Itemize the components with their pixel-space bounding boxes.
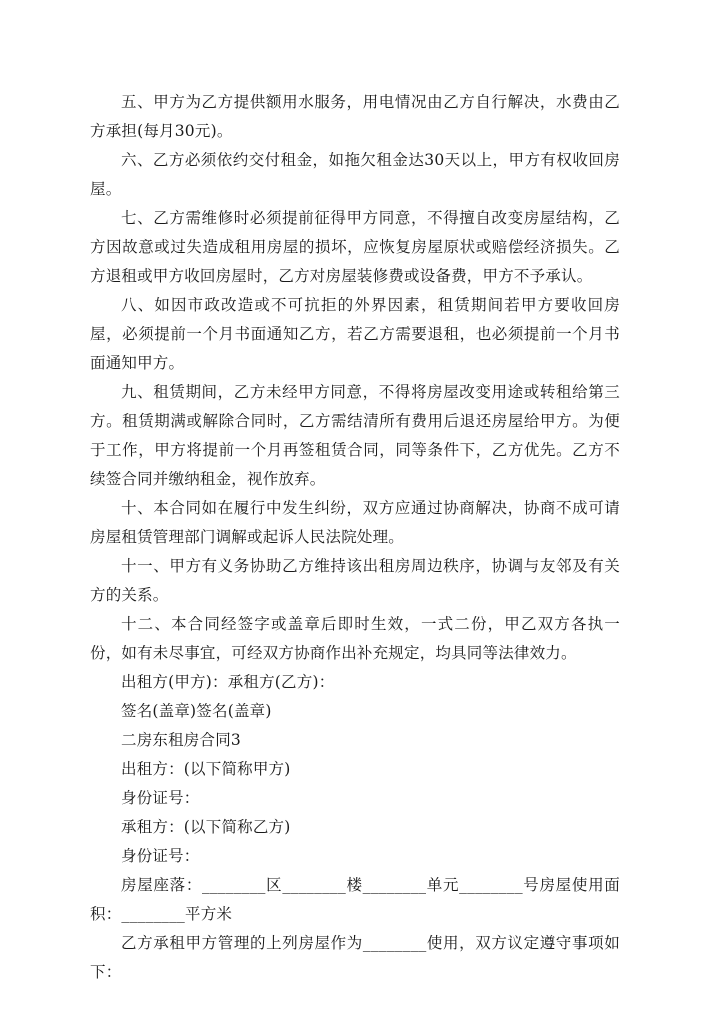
clause-12: 十二、本合同经签字或盖章后即时生效，一式二份，甲乙双方各执一份，如有未尽事宜，可经双方协商作出补充规定，均具同等法律效力。 [90,615,620,662]
lessee-label: 承租方：(以下简称乙方) [121,818,291,836]
clause-11: 十一、甲方有义务协助乙方维持该出租房周边秩序，协调与友邻及有关方的关系。 [90,557,620,604]
usage-clause: 乙方承租甲方管理的上列房屋作为________使用，双方议定遵守事项如下： [90,934,620,981]
clause-9: 九、租赁期间，乙方未经甲方同意，不得将房屋改变用途或转租给第三方。租赁期满或解除合同时，乙方需结清所有费用后退还房屋给甲方。为便于工作，甲方将提前一个月再签租赁合同，同等条件下，乙方优先。乙方不续签合同并缴纳租金，视作放弃。 [90,383,620,488]
clause-7: 七、乙方需维修时必须提前征得甲方同意，不得擅自改变房屋结构，乙方因故意或过失造成租用房屋的损坏，应恢复房屋原状或赔偿经济损失。乙方退租或甲方收回房屋时，乙方对房屋装修费或设备费，甲方不予承认。 [90,209,620,285]
signature-parties: 出租方(甲方)：承租方(乙方)： [121,673,335,691]
lessor-id: 身份证号： [121,789,200,807]
contract-title: 二房东租房合同3 [121,731,241,749]
clause-5: 五、甲方为乙方提供额用水服务，用电情况由乙方自行解决，水费由乙方承担(每月30元)。 [90,93,620,140]
location-clause: 房屋座落：________区________楼________单元________号房屋使用面积：________平方米 [90,876,620,923]
signature-seals: 签名(盖章)签名(盖章) [121,702,272,720]
clause-10: 十、本合同如在履行中发生纠纷，双方应通过协商解决，协商不成可请房屋租赁管理部门调解或起诉人民法院处理。 [90,499,620,546]
lessor-label: 出租方：(以下简称甲方) [121,760,291,778]
clause-8: 八、如因市政改造或不可抗拒的外界因素，租赁期间若甲方要收回房屋，必须提前一个月书面通知乙方，若乙方需要退租，也必须提前一个月书面通知甲方。 [90,296,620,372]
document-body [90,88,620,987]
lessee-id: 身份证号： [121,847,200,865]
clause-6: 六、乙方必须依约交付租金，如拖欠租金达30天以上，甲方有权收回房屋。 [90,151,620,198]
